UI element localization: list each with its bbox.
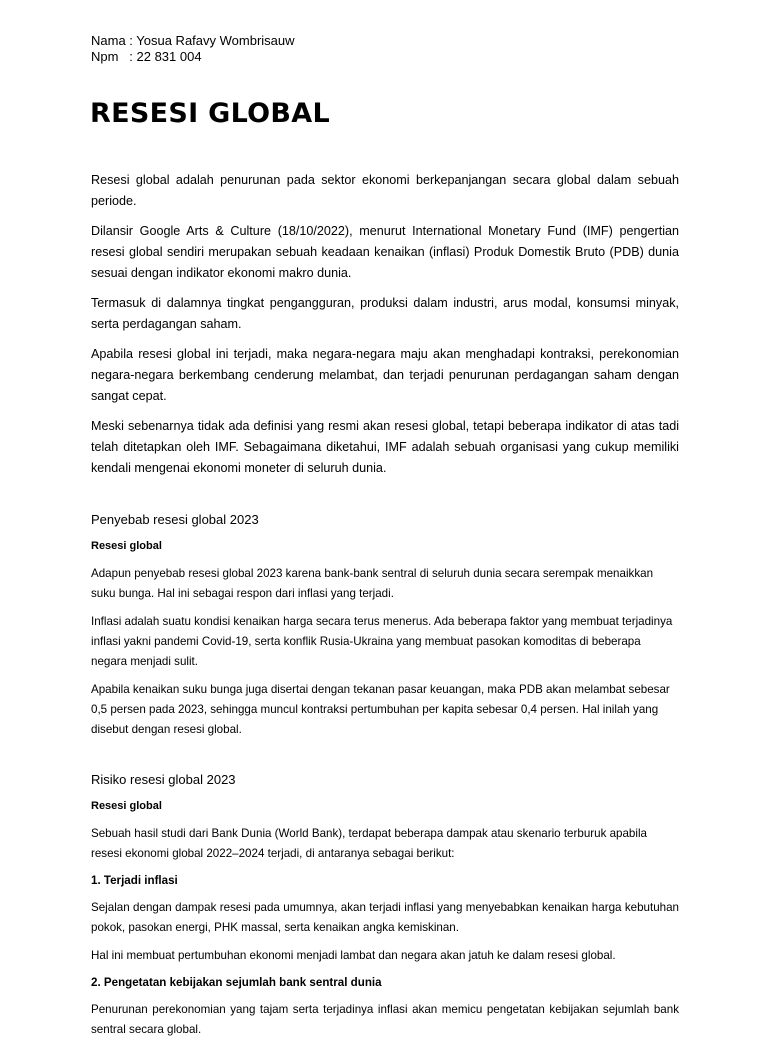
body-paragraph: Inflasi adalah suatu kondisi kenaikan harga secara terus menerus. Ada beberapa faktor yang membuat terjadinya inflasi yakni pandemi Covid-19, serta konflik Rusia-Ukraina yang membuat pasokan komoditas di beberapa negara menjadi sulit. [91, 615, 673, 668]
intro-paragraph: Meski sebenarnya tidak ada definisi yang resmi akan resesi global, tetapi beberapa indikator di atas tadi telah ditetapkan oleh IMF. Sebagaimana diketahui, IMF adalah sebuah organisasi yang cukup memiliki kendali mengenai ekonomi moneter di seluruh dunia. [91, 419, 679, 475]
intro-paragraph: Dilansir Google Arts & Culture (18/10/2022), menurut International Monetary Fund (IMF) pengertian resesi global sendiri merupakan sebuah keadaan kenaikan (inflasi) Produk Domestik Bruto (PDB) dunia sesuai dengan indikator ekonomi makro dunia. [91, 224, 679, 280]
list-item-heading: 1. Terjadi inflasi [91, 874, 178, 887]
section-subheading: Resesi global [91, 800, 162, 812]
student-name: Nama : Yosua Rafavy Wombrisauw [91, 33, 295, 48]
list-item-heading: 2. Pengetatan kebijakan sejumlah bank sentral dunia [91, 976, 382, 989]
student-npm: Npm : 22 831 004 [91, 49, 202, 64]
body-paragraph: Adapun penyebab resesi global 2023 karena bank-bank sentral di seluruh dunia secara serempak menaikkan suku bunga. Hal ini sebagai respon dari inflasi yang terjadi. [91, 567, 654, 600]
document-title: RESESI GLOBAL [90, 98, 330, 129]
body-paragraph: Apabila kenaikan suku bunga juga disertai dengan tekanan pasar keuangan, maka PDB akan melambat sebesar 0,5 persen pada 2023, sehingga muncul kontraksi pertumbuhan per kapita sebesar 0,4 persen. Hal inilah yang disebut dengan resesi global. [91, 683, 670, 736]
body-paragraph: Sebuah hasil studi dari Bank Dunia (World Bank), terdapat beberapa dampak atau skenario terburuk apabila resesi ekonomi global 2022–2024 terjadi, di antaranya sebagai berikut: [91, 827, 647, 860]
author-info [91, 33, 295, 65]
intro-paragraph: Apabila resesi global ini terjadi, maka negara-negara maju akan menghadapi kontraksi, perekonomian negara-negara berkembang cenderung melambat, dan terjadi penurunan perdagangan saham dengan sangat cepat. [91, 347, 679, 403]
intro-paragraph: Resesi global adalah penurunan pada sektor ekonomi berkepanjangan secara global dalam sebuah periode. [91, 173, 679, 208]
body-paragraph: Sejalan dengan dampak resesi pada umumnya, akan terjadi inflasi yang menyebabkan kenaikan harga kebutuhan pokok, pasokan energi, PHK massal, serta kenaikan angka kemiskinan. [91, 901, 679, 934]
intro-paragraph: Termasuk di dalamnya tingkat pengangguran, produksi dalam industri, arus modal, konsumsi minyak, serta perdagangan saham. [91, 296, 679, 331]
body-paragraph: Penurunan perekonomian yang tajam serta terjadinya inflasi akan memicu pengetatan kebijakan sejumlah bank sentral secara global. [91, 1003, 679, 1036]
section-heading-risks: Risiko resesi global 2023 [91, 772, 236, 787]
section-subheading: Resesi global [91, 540, 162, 552]
document-body [91, 170, 679, 1048]
body-paragraph: Hal ini membuat pertumbuhan ekonomi menjadi lambat dan negara akan jatuh ke dalam resesi global. [91, 949, 616, 962]
section-heading-causes: Penyebab resesi global 2023 [91, 512, 259, 527]
